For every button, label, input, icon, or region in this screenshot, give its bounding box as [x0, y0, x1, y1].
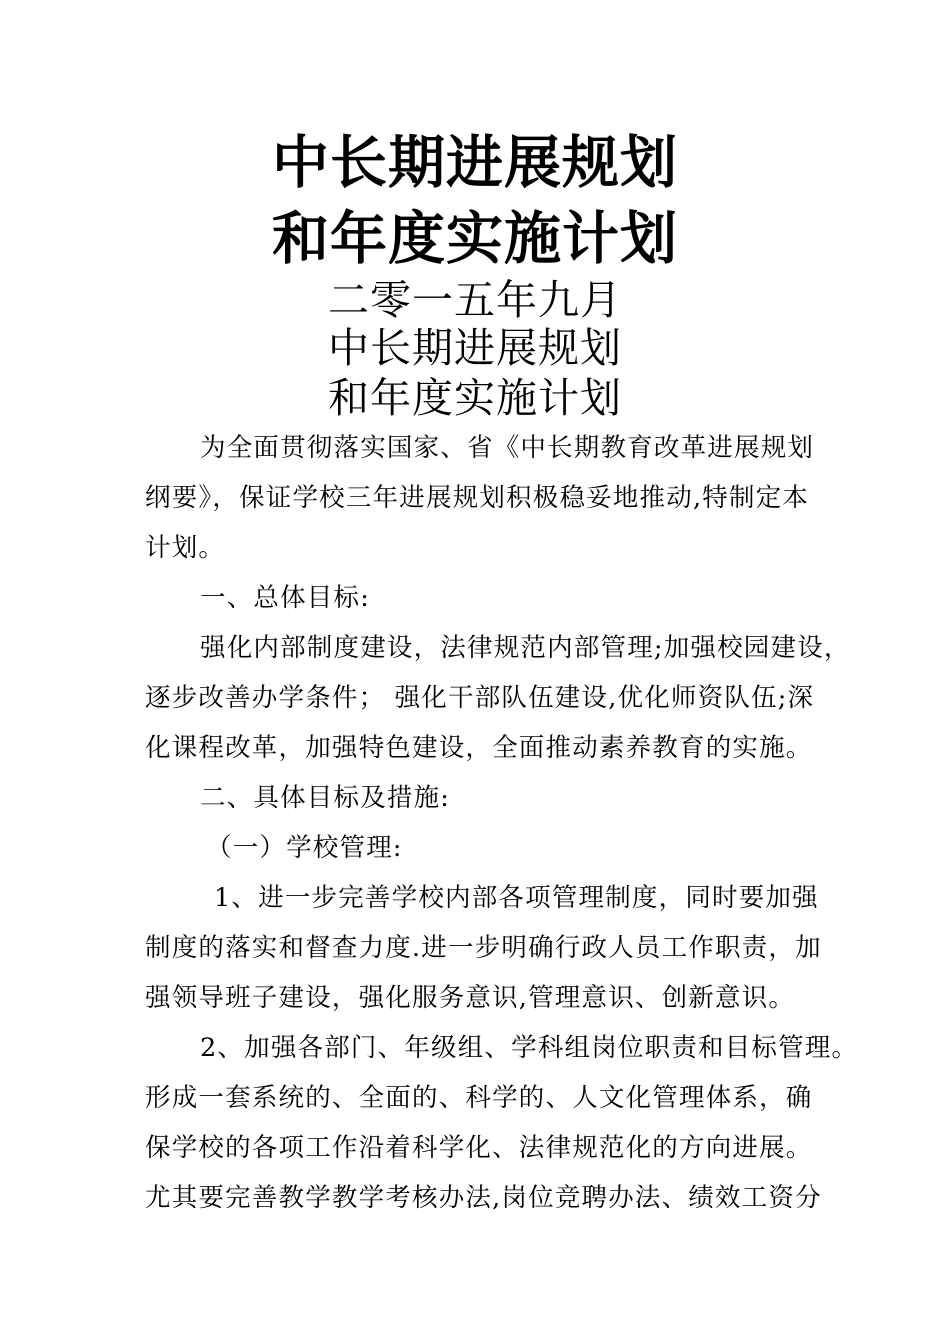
subtitle-line-1: 中长期进展规划: [328, 324, 622, 372]
section-heading-specific-goals: 二、具体目标及措施:: [200, 783, 451, 813]
body-line-15: 保学校的各项工作沿着科学化、法律规范化的方向进展。: [145, 1133, 813, 1163]
document-date: 二零一五年九月: [328, 276, 622, 324]
body-line-16: 尤其要完善教学教学考核办法,岗位竞聘办法、绩效工资分: [145, 1183, 822, 1213]
subsection-heading-school-management: （一）学校管理:: [206, 833, 403, 863]
body-line-6: 逐步改善办学条件； 强化干部队伍建设,优化师资队伍;深: [145, 683, 815, 713]
body-line-3: 计划。: [145, 533, 226, 563]
body-line-11: 制度的落实和督查力度.进一步明确行政人员工作职责，加: [145, 933, 822, 963]
body-line-10: 1、进一步完善学校内部各项管理制度，同时要加强: [214, 883, 819, 913]
subtitle-line-2: 和年度实施计划: [328, 374, 622, 422]
body-line-12: 强领导班子建设，强化服务意识,管理意识、创新意识。: [145, 983, 796, 1013]
body-line-13: 2、加强各部门、年级组、学科组岗位职责和目标管理。: [200, 1033, 859, 1063]
section-heading-overall-goals: 一、总体目标:: [200, 583, 370, 613]
main-title-line-1: 中长期进展规划: [272, 130, 678, 196]
main-title-line-2: 和年度实施计划: [272, 206, 678, 272]
body-line-5: 强化内部制度建设，法律规范内部管理;加强校园建设，: [200, 633, 851, 663]
body-line-7: 化课程改革，加强特色建设，全面推动素养教育的实施。: [145, 733, 813, 763]
body-line-1: 为全面贯彻落实国家、省《中长期教育改革进展规划: [200, 433, 815, 463]
body-line-14: 形成一套系统的、全面的、科学的、人文化管理体系，确: [145, 1083, 813, 1113]
body-line-2: 纲要》，保证学校三年进展规划积极稳妥地推动,特制定本: [145, 483, 810, 513]
